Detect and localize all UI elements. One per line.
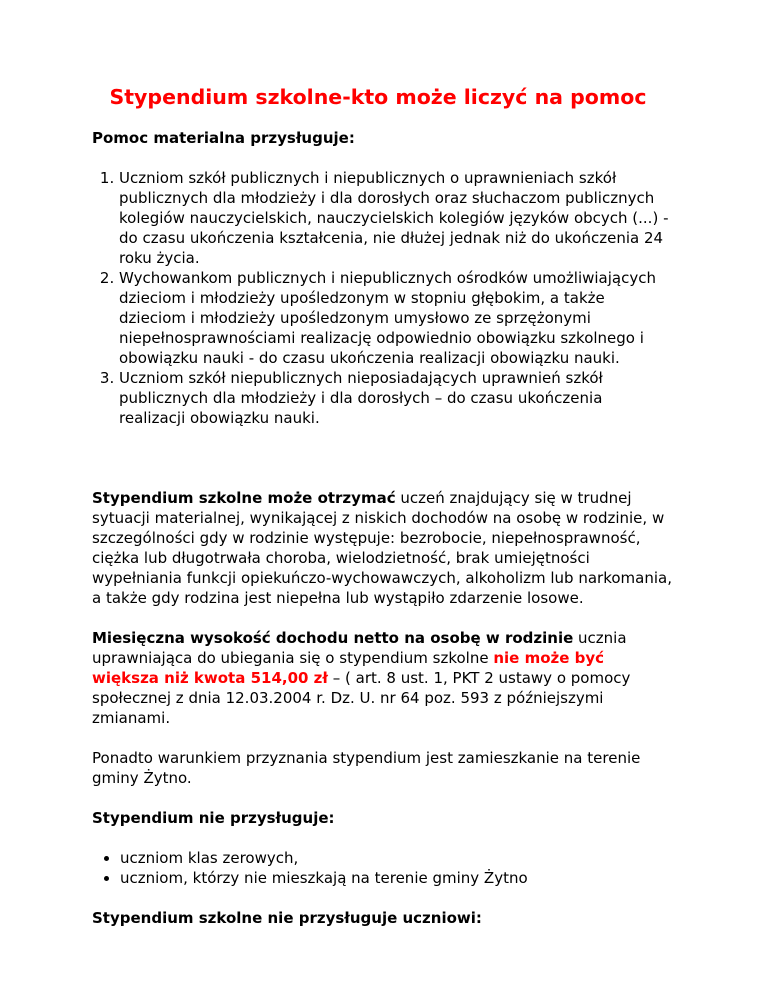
eligibility-list xyxy=(92,168,672,428)
not-eligible-item-2: • uczniom, którzy nie mieszkają na terenie gminy Żytno xyxy=(120,868,672,888)
eligibility-item-2: 2. Wychowankom publicznych i niepublicznych ośrodków umożliwiających dzieciom i młodzieży upośledzonym w stopniu głębokim, a także dzieciom i młodzieży upośledzonym umysłowo ze sprzężonymi niepełnosprawnościami realizację odpowiednio obowiązku szkolnego i obowiązku nauki - do czasu ukończenia realizacji obowiązku nauki. xyxy=(119,268,672,368)
income-text-2: – ( art. 8 ust. 1, PKT 2 ustawy o pomocy społecznej z dnia 12.03.2004 r. Dz. U. nr 64 poz. 593 z późniejszymi zmianami. xyxy=(92,669,631,727)
not-eligible-student-heading: Stypendium szkolne nie przysługuje uczniowi: xyxy=(92,909,482,927)
income-lead: Miesięczna wysokość dochodu netto na osobę w rodzinie xyxy=(92,629,574,647)
income-paragraph xyxy=(92,628,672,728)
eligibility-item-1: 1. Uczniom szkół publicznych i niepublicznych o uprawnieniach szkół publicznych dla młodzieży i dla dorosłych oraz słuchaczom publicznych kolegiów nauczycielskich, nauczycielskich kolegiów języków obcych (...) - do czasu ukończenia kształcenia, nie dłużej jednak niż do ukończenia 24 roku życia. xyxy=(119,168,672,268)
eligibility-heading: Pomoc materialna przysługuje: xyxy=(92,129,355,147)
who-can-lead: Stypendium szkolne może otrzymać xyxy=(92,489,396,507)
not-eligible-item-1: • uczniom klas zerowych, xyxy=(120,848,672,868)
page-title: Stypendium szkolne-kto może liczyć na pomoc xyxy=(109,85,647,109)
section-spacer xyxy=(92,428,672,488)
residence-paragraph: Ponadto warunkiem przyznania stypendium jest zamieszkanie na terenie gminy Żytno. xyxy=(92,749,641,787)
document-content xyxy=(92,83,672,928)
not-eligible-list xyxy=(92,848,672,888)
not-eligible-heading: Stypendium nie przysługuje: xyxy=(92,809,335,827)
income-limit: nie może być większa niż kwota 514,00 zł xyxy=(92,649,605,687)
income-text-1: ucznia uprawniająca do ubiegania się o stypendium szkolne xyxy=(92,629,627,667)
eligibility-item-3: 3. Uczniom szkół niepublicznych nieposiadających uprawnień szkół publicznych dla młodzieży i dla dorosłych – do czasu ukończenia realizacji obowiązku nauki. xyxy=(119,368,672,428)
who-can-paragraph xyxy=(92,488,672,608)
who-can-text: uczeń znajdujący się w trudnej sytuacji materialnej, wynikającej z niskich dochodów na osobę w rodzinie, w szczególności gdy w rodzinie występuje: bezrobocie, niepełnosprawność, ciężka lub długotrwała choroba, wielodzietność, brak umiejętności wypełniania funkcji opiekuńczo-wychowawczych, alkoholizm lub narkomania, a także gdy rodzina jest niepełna lub wystąpiło zdarzenie losowe. xyxy=(92,489,672,607)
